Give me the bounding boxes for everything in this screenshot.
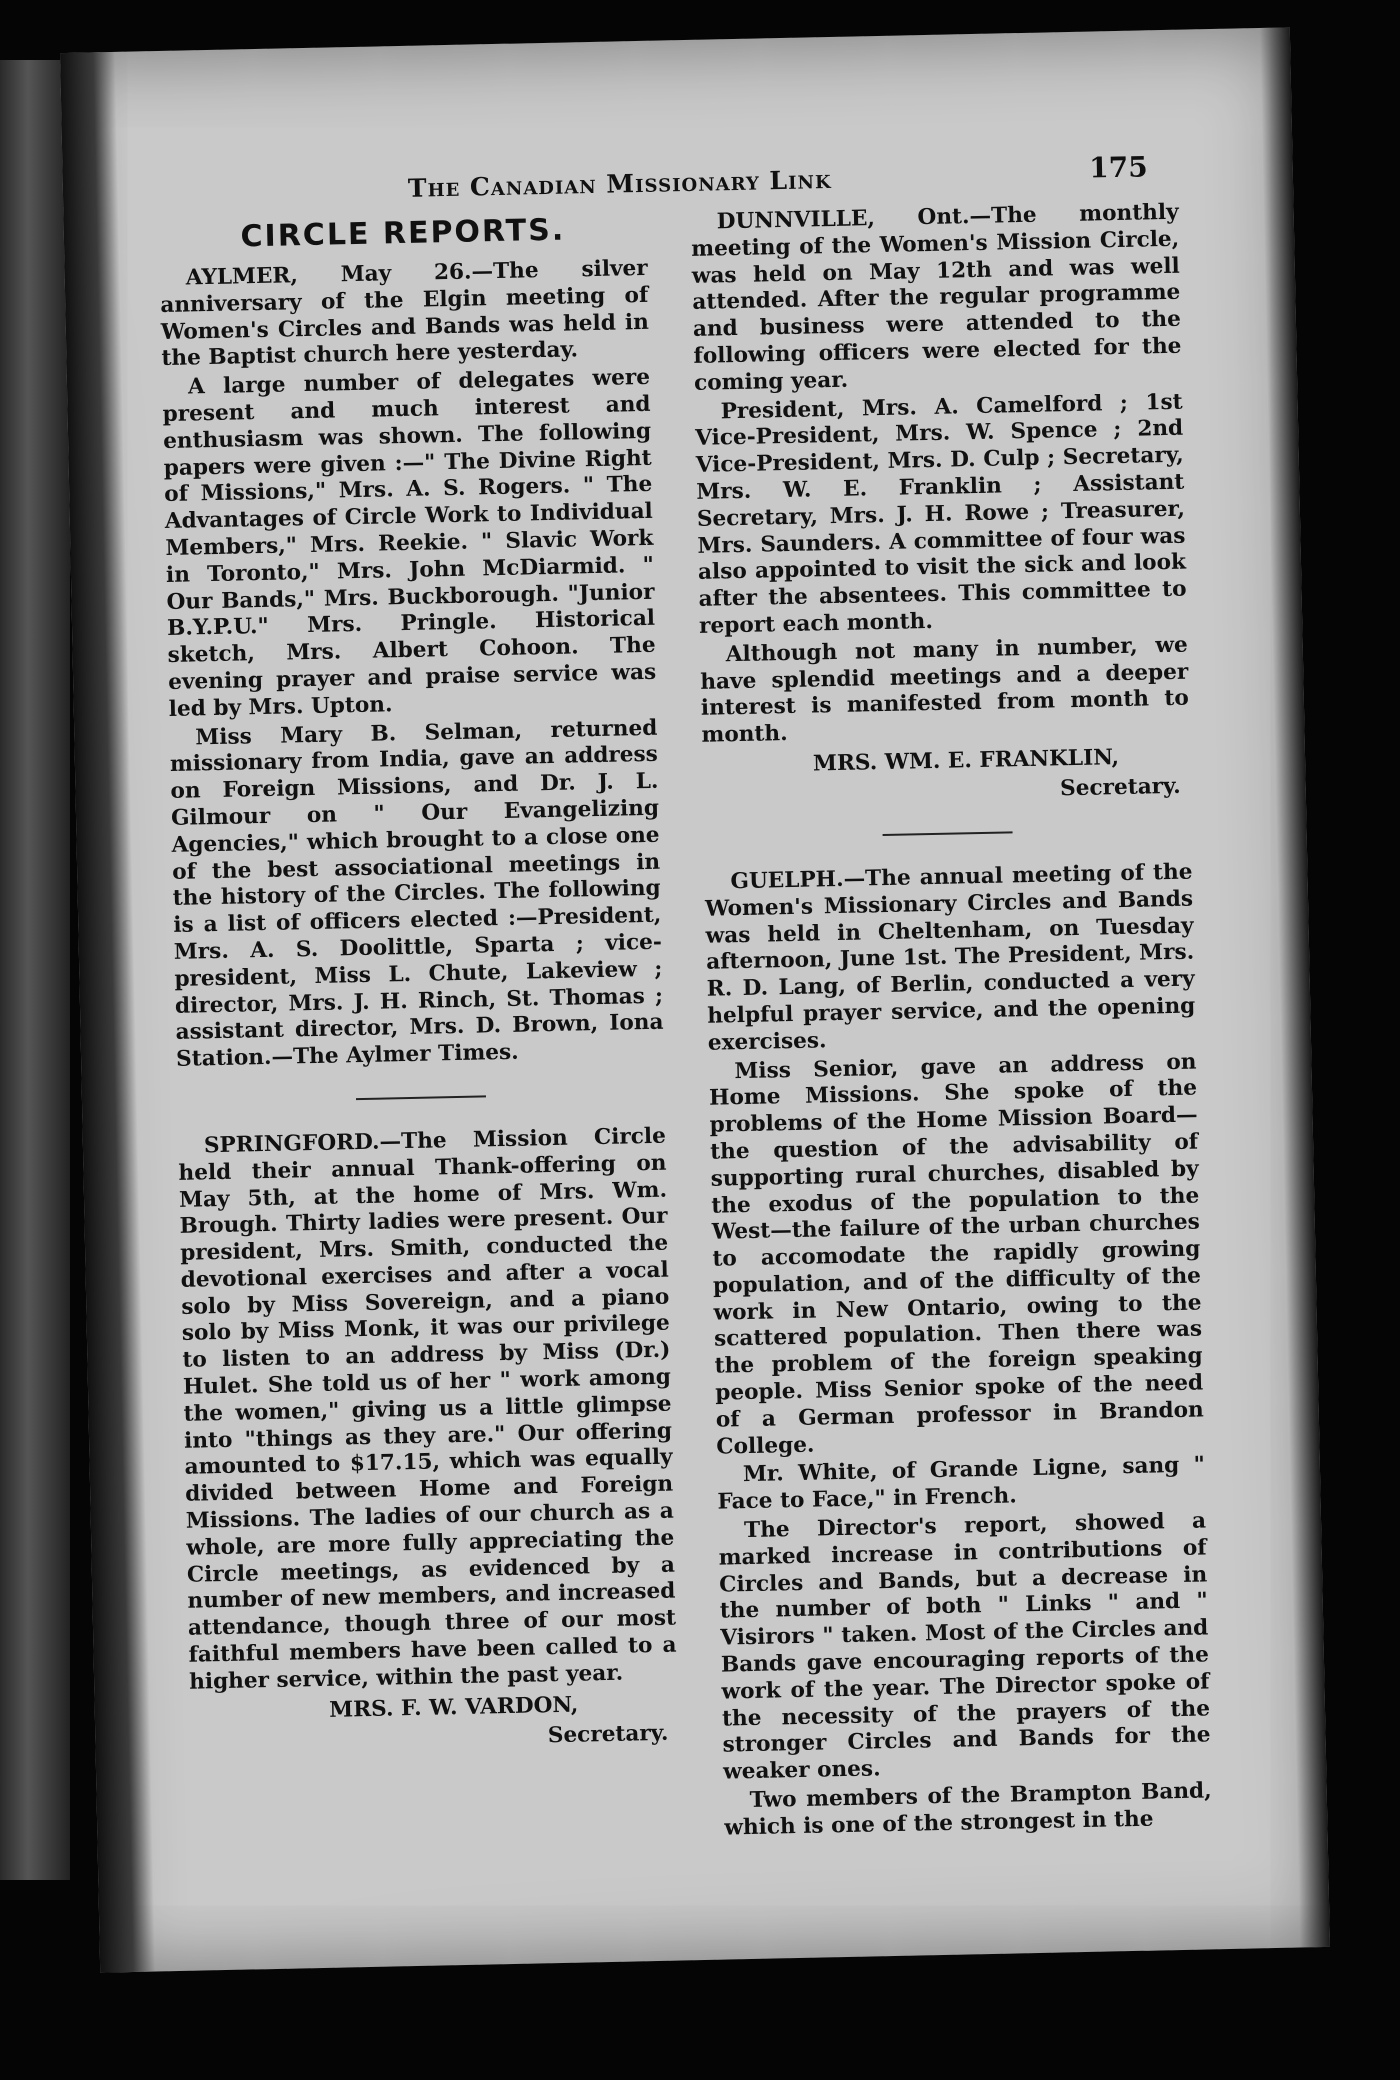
right-column <box>690 200 1212 1844</box>
paragraph: Miss Mary B. Selman, returned missionary from India, gave an address on Foreign Missions, and Dr. J. L. Gilmour on " Our Evangelizing Agencies," which brought to a close one of the best associational meetings in the history of the Circles. The following is a list of officers elected :—President, Mrs. A. S. Doolittle, Sparta ; vice-president, Miss L. Chute, Lakeview ; director, Mrs. J. H. Rinch, St. Thomas ; assistant director, Mrs. D. Brown, Iona Station.—The Aylmer Times. <box>169 715 664 1072</box>
section-title: CIRCLE REPORTS. <box>240 212 566 255</box>
paragraph: President, Mrs. A. Camelford ; 1st Vice-President, Mrs. W. Spence ; 2nd Vice-President, Mrs. D. Culp ; Secretary, Mrs. W. E. Franklin ; Assistant Secretary, Mrs. J. H. Rowe ; Treasurer, Mrs. Saunders. A committee of four was also appointed to visit the sick and look after the absentees. This committee to report each month. <box>694 389 1187 639</box>
paragraph: Two members of the Brampton Band, which is one of the strongest in the <box>724 1778 1212 1841</box>
two-column-body <box>159 200 1213 1856</box>
page-edge-shadow <box>1260 27 1330 1947</box>
paragraph: The Director's report, showed a marked increase in contributions of Circles and Bands, but a decrease in the number of both " Links " and " Visirors " taken. Most of the Circles and Bands gave encouraging reports of the work of the year. The Director spoke of the necessity of the prayers of the stronger Circles and Bands for the weaker ones. <box>718 1508 1211 1785</box>
paragraph: Mr. White, of Grande Ligne, sang " Face to Face," in French. <box>717 1452 1206 1515</box>
page <box>60 27 1330 1972</box>
paragraph: A large number of delegates were present and much interest and enthusiasm was shown. The following papers were given :—" The Divine Right of Missions," Mrs. A. S. Rogers. " The Advantages of Circle Work to Individual Members," Mrs. Reekie. " Slavic Work in Toronto," Mrs. John McDiarmid. " Our Bands," Mrs. Buckborough. "Junior B.Y.P.U." Mrs. Pringle. Historical sketch, Mrs. Albert Cohoon. The evening prayer and praise service was led by Mrs. Upton. <box>162 364 657 722</box>
paragraph: GUELPH.—The annual meeting of the Women's Missionary Circles and Bands was held in Cheltenham, on Tuesday afternoon, June 1st. The President, Mrs. R. D. Lang, of Berlin, conducted a very helpful prayer service, and the opening exercises. <box>704 859 1196 1056</box>
section-divider <box>883 831 1013 836</box>
paragraph: SPRINGFORD.—The Mission Circle held their annual Thank-offering on May 5th, at the home of Mrs. Wm. Brough. Thirty ladies were present. Our president, Mrs. Smith, conducted the devotional exercises and after a vocal solo by Miss Sovereign, and a piano solo by Miss Monk, it was our privilege to listen to an address by Miss (Dr.) Hulet. She told us of her " work among the women," giving us a little glimpse into "things as they are." Our offering amounted to $17.15, which was equally divided between Home and Foreign Missions. The ladies of our church as a whole, are more fully appreciating the Circle meetings, as evidenced by a number of new members, and increased attendance, though three of our most faithful members have been called to a higher service, within the past year. <box>178 1123 677 1695</box>
signature-name: MRS. WM. E. FRANKLIN, <box>812 745 1120 777</box>
signature-name: MRS. F. W. VARDON, <box>329 1692 579 1723</box>
binding-gutter <box>60 52 155 1973</box>
paragraph: Miss Senior, gave an address on Home Missions. She spoke of the problems of the Home Mission Board—the question of the advisability of supporting rural churches, disabled by the exodus of the population to the West—the failure of the urban churches to accomodate the rapidly growing population, and of the difficulty of the work in New Ontario, owing to the scattered population. Then there was the problem of the foreign speaking people. Miss Senior spoke of the need of a German professor in Brandon College. <box>708 1049 1204 1460</box>
page-content <box>158 150 1213 1856</box>
page-number: 175 <box>1088 150 1148 185</box>
report-springford <box>178 1124 679 1757</box>
paragraph: Although not many in number, we have splendid meetings and a deeper interest is manifested from month to month. <box>700 632 1190 748</box>
report-guelph <box>704 859 1212 1842</box>
report-dunnville <box>690 200 1190 810</box>
signature-title: Secretary. <box>547 1720 669 1748</box>
section-divider <box>356 1095 486 1100</box>
paragraph: DUNNVILLE, Ont.—The monthly meeting of the Women's Mission Circle, was held on May 12th and was well attended. After the regular programme and business were attended to the following officers were elected for the coming year. <box>691 199 1182 396</box>
paragraph: AYLMER, May 26.—The silver anniversary of the Elgin meeting of Women's Circles and Bands was held in the Baptist church here yesterday. <box>160 255 650 372</box>
journal-title: The Canadian Missionary Link <box>407 164 832 203</box>
left-column <box>159 211 681 1855</box>
facing-page-edge <box>0 60 70 1880</box>
report-aylmer <box>160 256 665 1074</box>
signature-title: Secretary. <box>1059 773 1181 802</box>
